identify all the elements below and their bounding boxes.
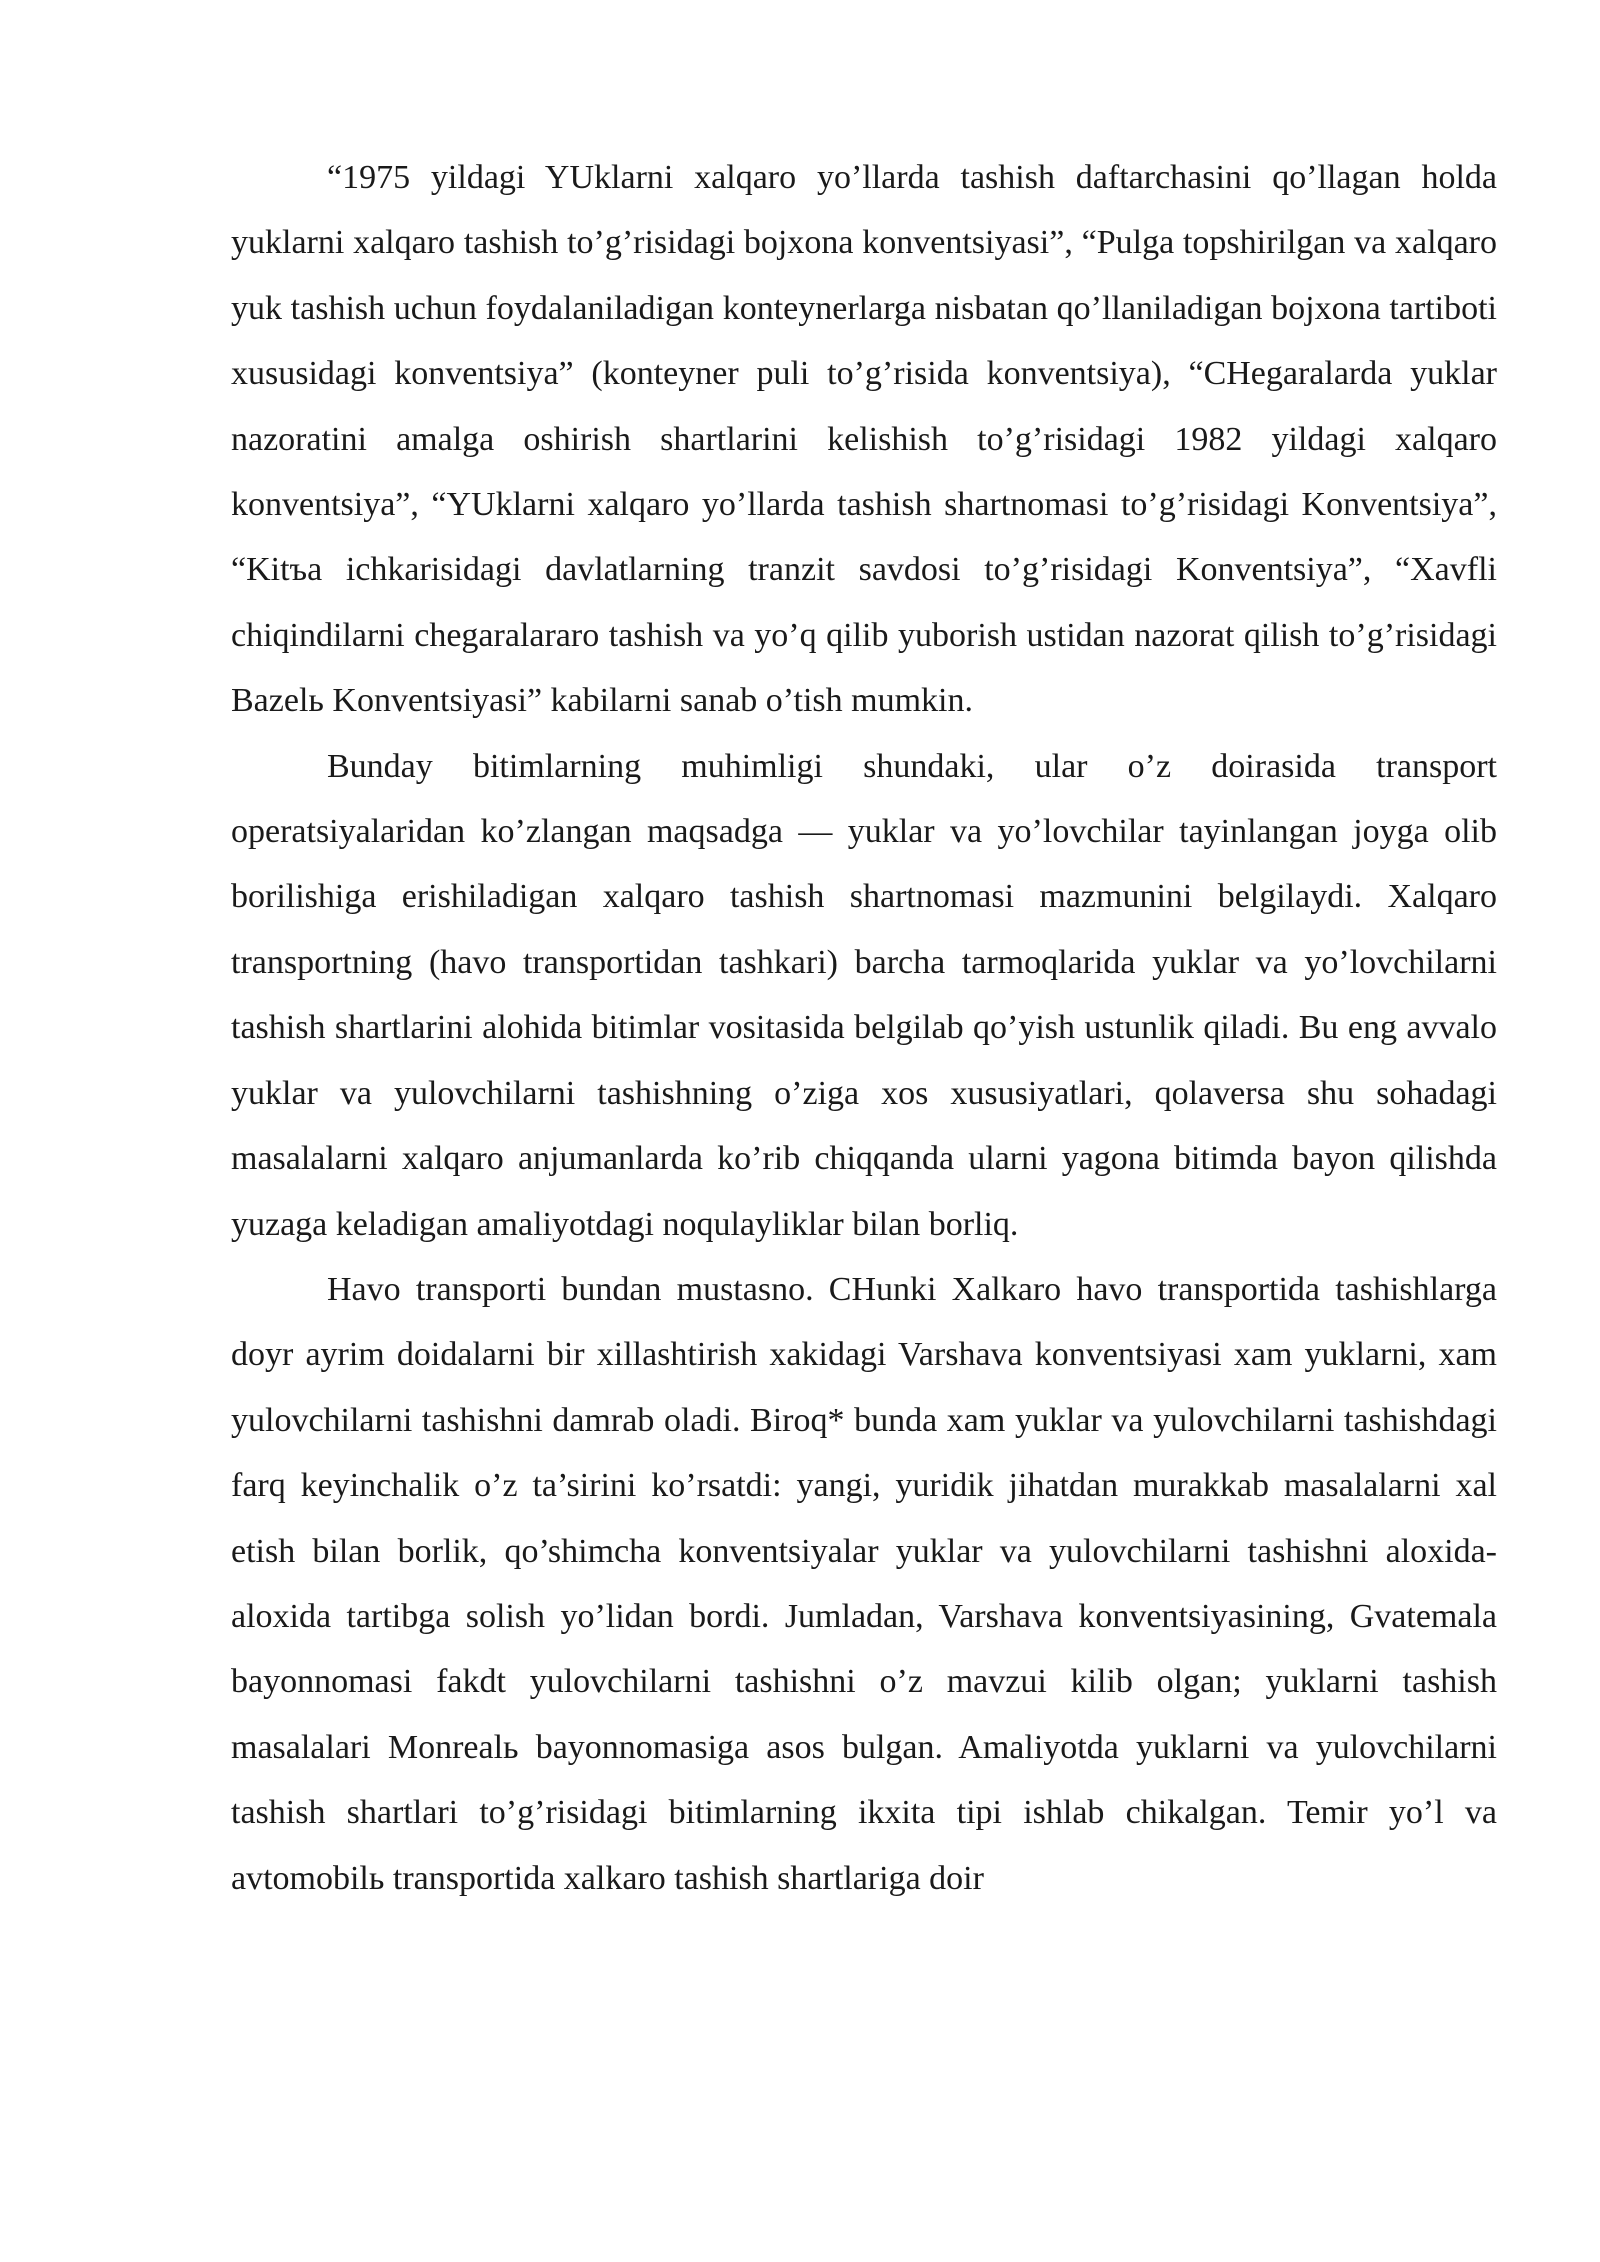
paragraph-air-transport: Havo transporti bundan mustasno. CHunki Xalkaro havo transportida tashishlarga doyr ayrim doidalarni bir xillashtirish xakidagi Varshava konventsiyasi xam yuklarni, xam yulovchilarni tashishni damrab oladi. Biroq* bunda xam yuklar va yulovchilarni tashishdagi farq keyinchalik o’z ta’sirini ko’rsatdi: yangi, yuridik jihatdan murakkab masalalarni xal etish bilan borlik, qo’shimcha konventsiyalar yuklar va yulovchilarni tashishni aloxida-aloxida tartibga solish yo’lidan bordi. Jumladan, Varshava konventsiyasining, Gvatemala bayonnomasi fakdt yulovchilarni tashishni o’z mavzui kilib olgan; yuklarni tashish masalalari Monrealь bayonnomasiga asos bulgan. Amaliyotda yuklarni va yulovchilarni tashish shartlari to’g’risidagi bitimlarning ikxita tipi ishlab chikalgan. Temir yo’l va avtomobilь transportida xalkaro tashish shartlariga doir — [231, 1270, 1497, 1897]
paragraph-agreements-importance: Bunday bitimlarning muhimligi shundaki, ular o’z doirasida transport operatsiyalaridan ko’zlangan maqsadga — yuklar va yo’lovchilar tayinlangan joyga olib borilishiga erishiladigan xalqaro tashish shartnomasi mazmunini belgilaydi. Xalqaro transportning (havo transportidan tashkari) barcha tarmoqlarida yuklar va yo’lovchilarni tashish shartlarini alohida bitimlar vositasida belgilab qo’yish ustunlik qiladi. Bu eng avvalo yuklar va yulovchilarni tashishning o’ziga xos xususiyatlari, qolaversa shu sohadagi masalalarni xalqaro anjumanlarda ko’rib chiqqanda ularni yagona bitimda bayon qilishda yuzaga keladigan amaliyotdagi noqulayliklar bilan borliq. — [231, 747, 1497, 1243]
paragraph-conventions-list: “1975 yildagi YUklarni xalqaro yo’llarda tashish daftarchasini qo’llagan holda yuklarni xalqaro tashish to’g’risidagi bojxona konventsiyasi”, “Pulga topshirilgan va xalqaro yuk tashish uchun foydalaniladigan konteynerlarga nisbatan qo’llaniladigan bojxona tartiboti xususidagi konventsiya” (konteyner puli to’g’risida konventsiya), “CHegaralarda yuklar nazoratini amalga oshirish shartlarini kelishish to’g’risidagi 1982 yildagi xalqaro konventsiya”, “YUklarni xalqaro yo’llarda tashish shartnomasi to’g’risidagi Konventsiya”, “Kitъa ichkarisidagi davlatlarning tranzit savdosi to’g’risidagi Konventsiya”, “Xavfli chiqindilarni chegaralararo tashish va yo’q qilib yuborish ustidan nazorat qilish to’g’risidagi Bazelь Konventsiyasi” kabilarni sanab o’tish mumkin. — [231, 159, 1497, 720]
document-body — [231, 145, 1497, 1911]
